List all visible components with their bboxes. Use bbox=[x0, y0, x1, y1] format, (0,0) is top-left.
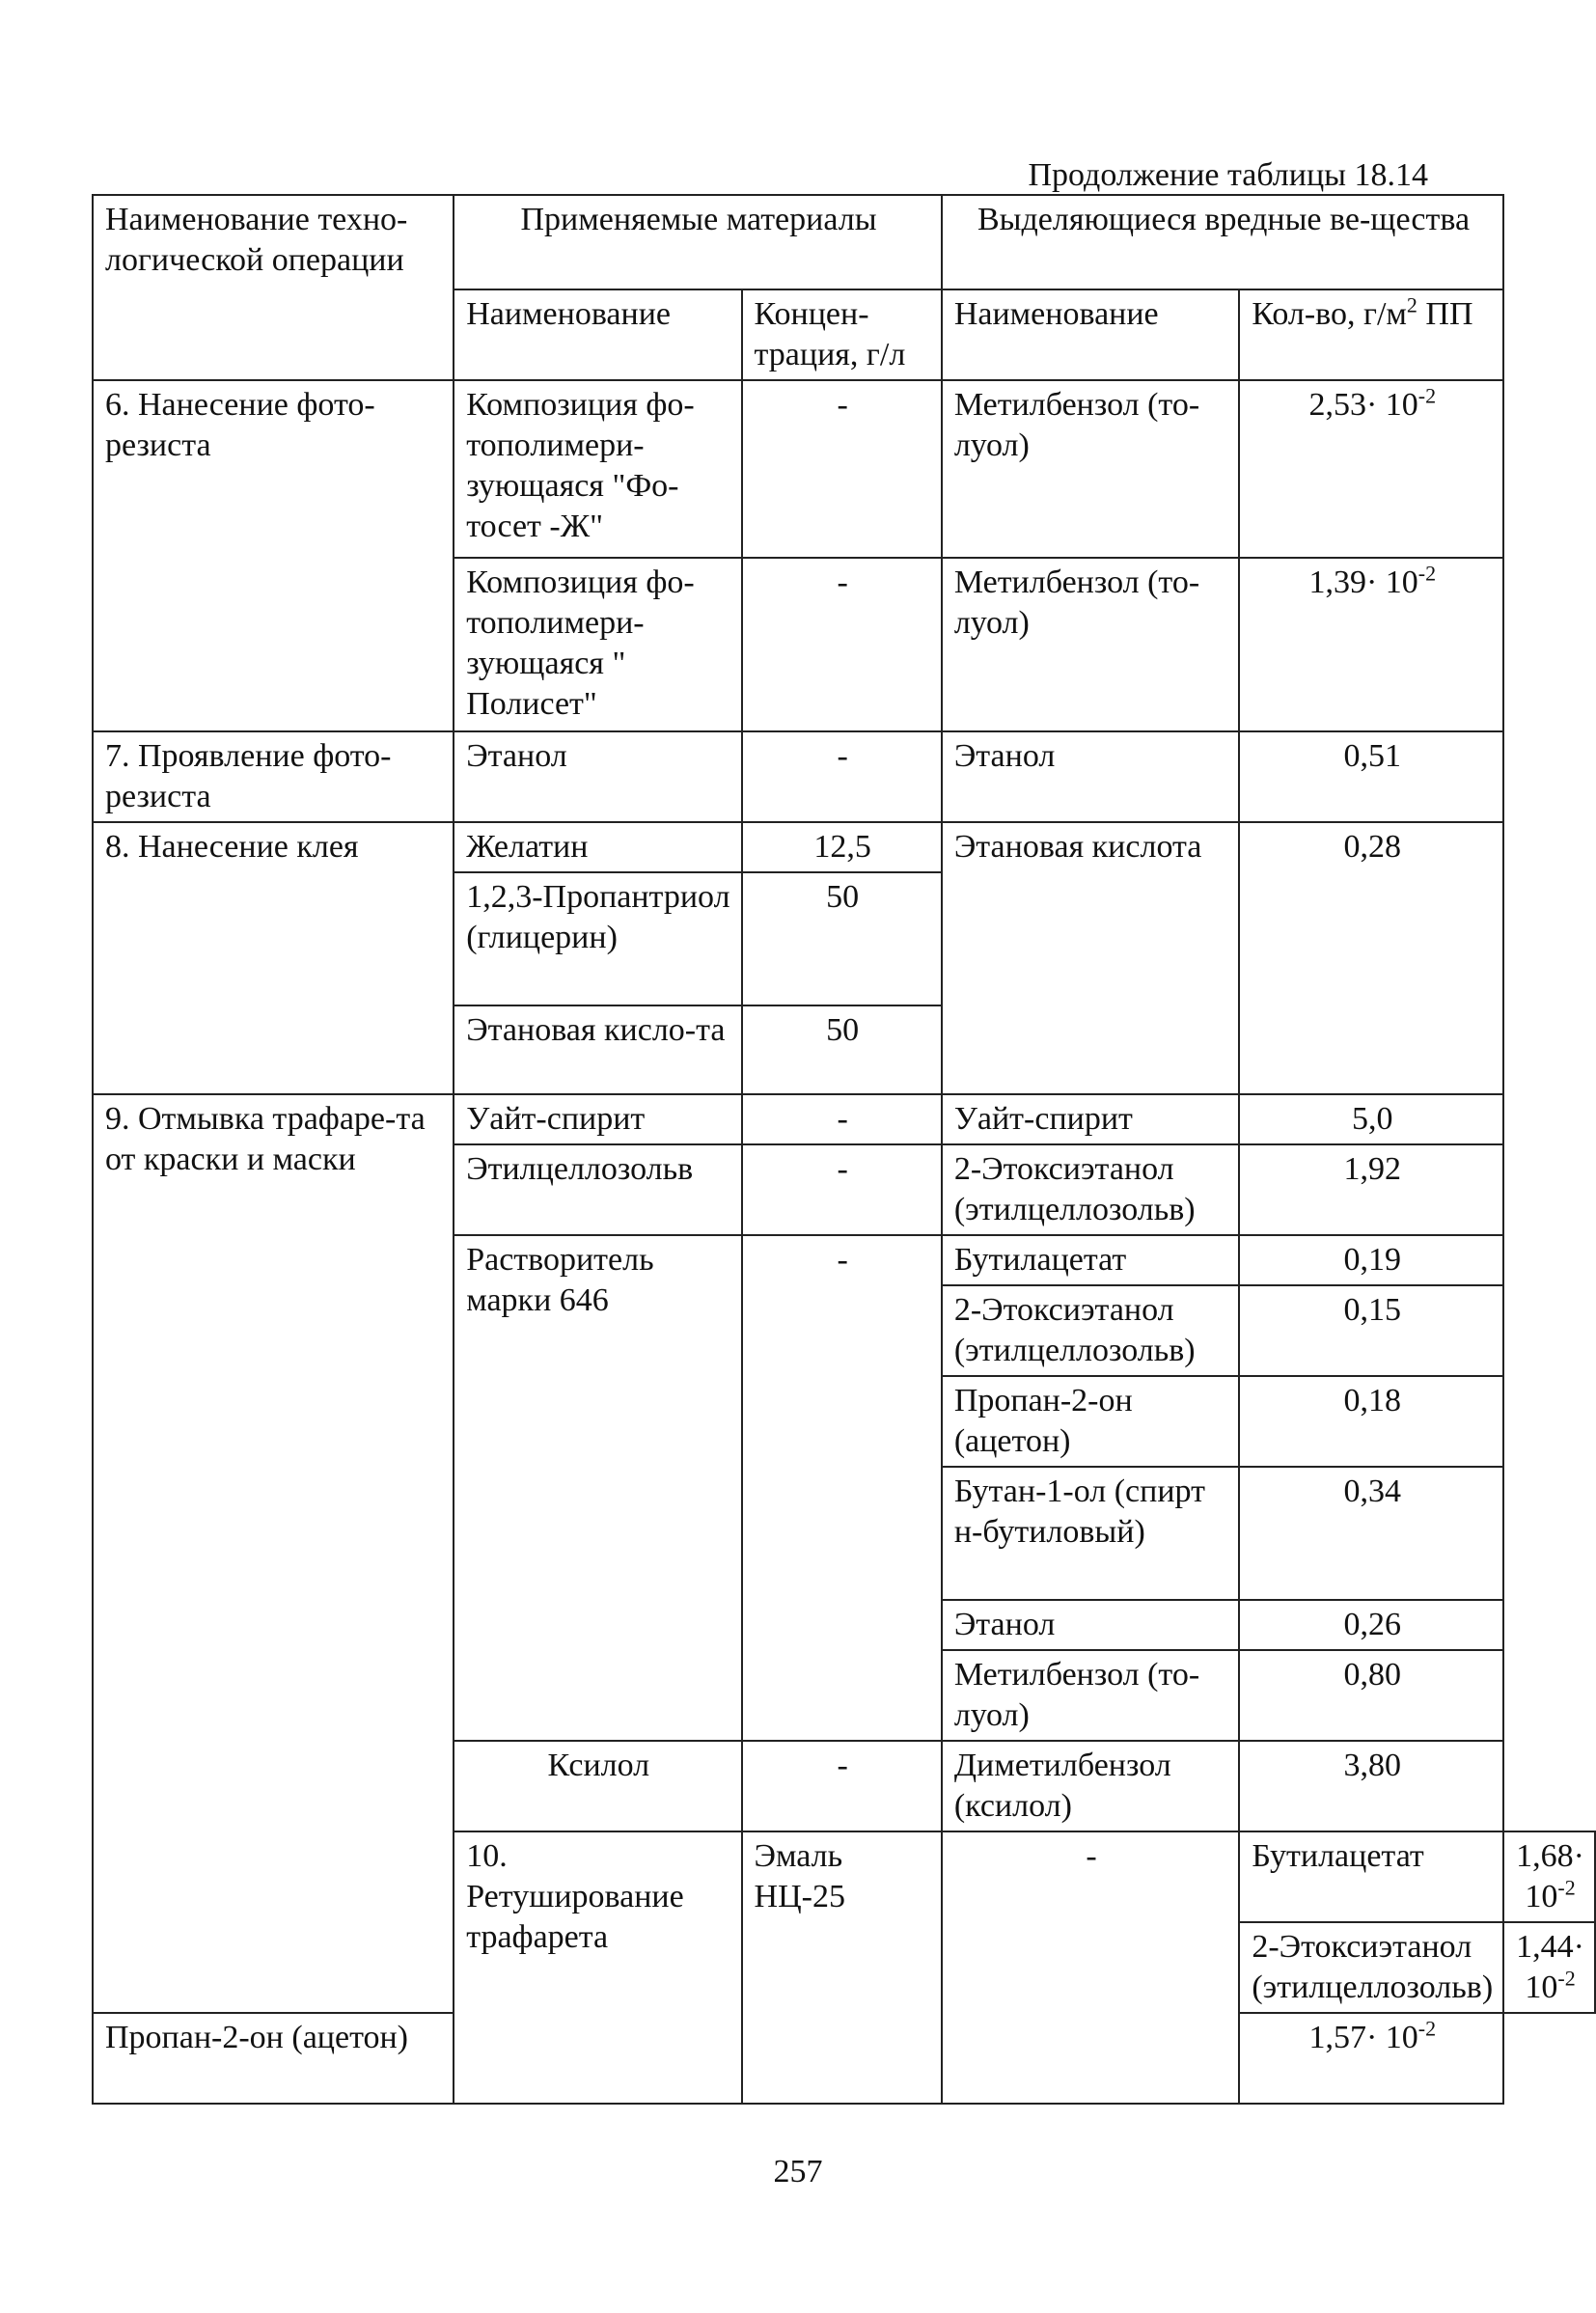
substance-cell: Этанол bbox=[942, 731, 1240, 822]
operation-cell: 6. Нанесение фото-резиста bbox=[93, 380, 454, 731]
amount-cell: $1,39\cdot 10^{-2}$ bbox=[1239, 558, 1503, 731]
concentration-cell: - bbox=[742, 1235, 942, 1741]
concentration-cell: - bbox=[742, 731, 942, 822]
operation-cell: 10. Ретуширование трафарета bbox=[454, 1831, 741, 2104]
substance-cell: Бутан-1-ол (спирт н-бутиловый) bbox=[942, 1467, 1240, 1600]
substance-cell: Пропан-2-он (ацетон) bbox=[942, 1376, 1240, 1467]
header-materials: Применяемые материалы bbox=[454, 195, 942, 289]
material-cell: Уайт-спирит bbox=[454, 1094, 741, 1144]
header-concentration: Концен-трация, г/л bbox=[742, 289, 942, 380]
amount-cell: $1,68\cdot 10^{-2}$ bbox=[1503, 1831, 1595, 1922]
material-cell: Растворитель марки 646 bbox=[454, 1235, 741, 1741]
concentration-cell: 12,5 bbox=[742, 822, 942, 872]
substance-cell: Бутилацетат bbox=[1239, 1831, 1503, 1922]
header-substance-name: Наименование bbox=[942, 289, 1240, 380]
operation-cell: 7. Проявление фото-резиста bbox=[93, 731, 454, 822]
concentration-cell: - bbox=[742, 1741, 942, 1831]
amount-cell: 3,80 bbox=[1239, 1741, 1503, 1831]
material-cell: Желатин bbox=[454, 822, 741, 872]
concentration-cell: - bbox=[742, 1094, 942, 1144]
amount-cell: 0,26 bbox=[1239, 1600, 1503, 1650]
amount-cell: 0,18 bbox=[1239, 1376, 1503, 1467]
substance-cell: 2-Этоксиэтанол (этилцеллозольв) bbox=[1239, 1922, 1503, 2013]
header-emissions: Выделяющиеся вредные ве-щества bbox=[942, 195, 1503, 289]
amount-cell: 0,19 bbox=[1239, 1235, 1503, 1285]
amount-cell: 0,28 bbox=[1239, 822, 1503, 1094]
substance-cell: 2-Этоксиэтанол (этилцеллозольв) bbox=[942, 1285, 1240, 1376]
amount-cell: $2,53\cdot 10^{-2}$ bbox=[1239, 380, 1503, 558]
substance-cell: Пропан-2-он (ацетон) bbox=[93, 2013, 454, 2104]
table-caption: Продолжение таблицы 18.14 bbox=[1028, 157, 1428, 193]
emissions-table bbox=[92, 194, 1596, 2105]
substance-cell: Уайт-спирит bbox=[942, 1094, 1240, 1144]
amount-cell: 0,15 bbox=[1239, 1285, 1503, 1376]
concentration-cell: - bbox=[742, 380, 942, 558]
amount-cell: $1,57\cdot 10^{-2}$ bbox=[1239, 2013, 1503, 2104]
concentration-cell: 50 bbox=[742, 872, 942, 1005]
amount-cell: 1,92 bbox=[1239, 1144, 1503, 1235]
substance-cell: Метилбензол (то-луол) bbox=[942, 1650, 1240, 1741]
material-cell: Композиция фо-тополимери-зующаяся "Фо-тосет -Ж" bbox=[454, 380, 741, 558]
substance-cell: Диметилбензол (ксилол) bbox=[942, 1741, 1240, 1831]
operation-cell: 9. Отмывка трафаре-та от краски и маски bbox=[93, 1094, 454, 2013]
concentration-cell: - bbox=[742, 558, 942, 731]
substance-cell: Метилбензол (то-луол) bbox=[942, 558, 1240, 731]
page-number: 257 bbox=[773, 2154, 823, 2189]
material-cell: Композиция фо-тополимери-зующаяся " Полисет" bbox=[454, 558, 741, 731]
concentration-cell: - bbox=[942, 1831, 1240, 2104]
material-cell: Эмаль НЦ-25 bbox=[742, 1831, 942, 2104]
material-cell: Этилцеллозольв bbox=[454, 1144, 741, 1235]
material-cell: 1,2,3-Пропантриол (глицерин) bbox=[454, 872, 741, 1005]
amount-cell: $1,44\cdot 10^{-2}$ bbox=[1503, 1922, 1595, 2013]
amount-cell: 0,51 bbox=[1239, 731, 1503, 822]
material-cell: Ксилол bbox=[454, 1741, 741, 1831]
substance-cell: Бутилацетат bbox=[942, 1235, 1240, 1285]
concentration-cell: 50 bbox=[742, 1005, 942, 1094]
header-amount: Кол-во, $г/м^2$ ПП bbox=[1239, 289, 1503, 380]
material-cell: Этанол bbox=[454, 731, 741, 822]
substance-cell: 2-Этоксиэтанол (этилцеллозольв) bbox=[942, 1144, 1240, 1235]
amount-cell: 5,0 bbox=[1239, 1094, 1503, 1144]
substance-cell: Метилбензол (то-луол) bbox=[942, 380, 1240, 558]
amount-cell: 0,34 bbox=[1239, 1467, 1503, 1600]
material-cell: Этановая кисло-та bbox=[454, 1005, 741, 1094]
concentration-cell: - bbox=[742, 1144, 942, 1235]
substance-cell: Этановая кислота bbox=[942, 822, 1240, 1094]
operation-cell: 8. Нанесение клея bbox=[93, 822, 454, 1094]
header-operation: Наименование техно-логической операции bbox=[93, 195, 454, 380]
header-material-name: Наименование bbox=[454, 289, 741, 380]
amount-cell: 0,80 bbox=[1239, 1650, 1503, 1741]
substance-cell: Этанол bbox=[942, 1600, 1240, 1650]
